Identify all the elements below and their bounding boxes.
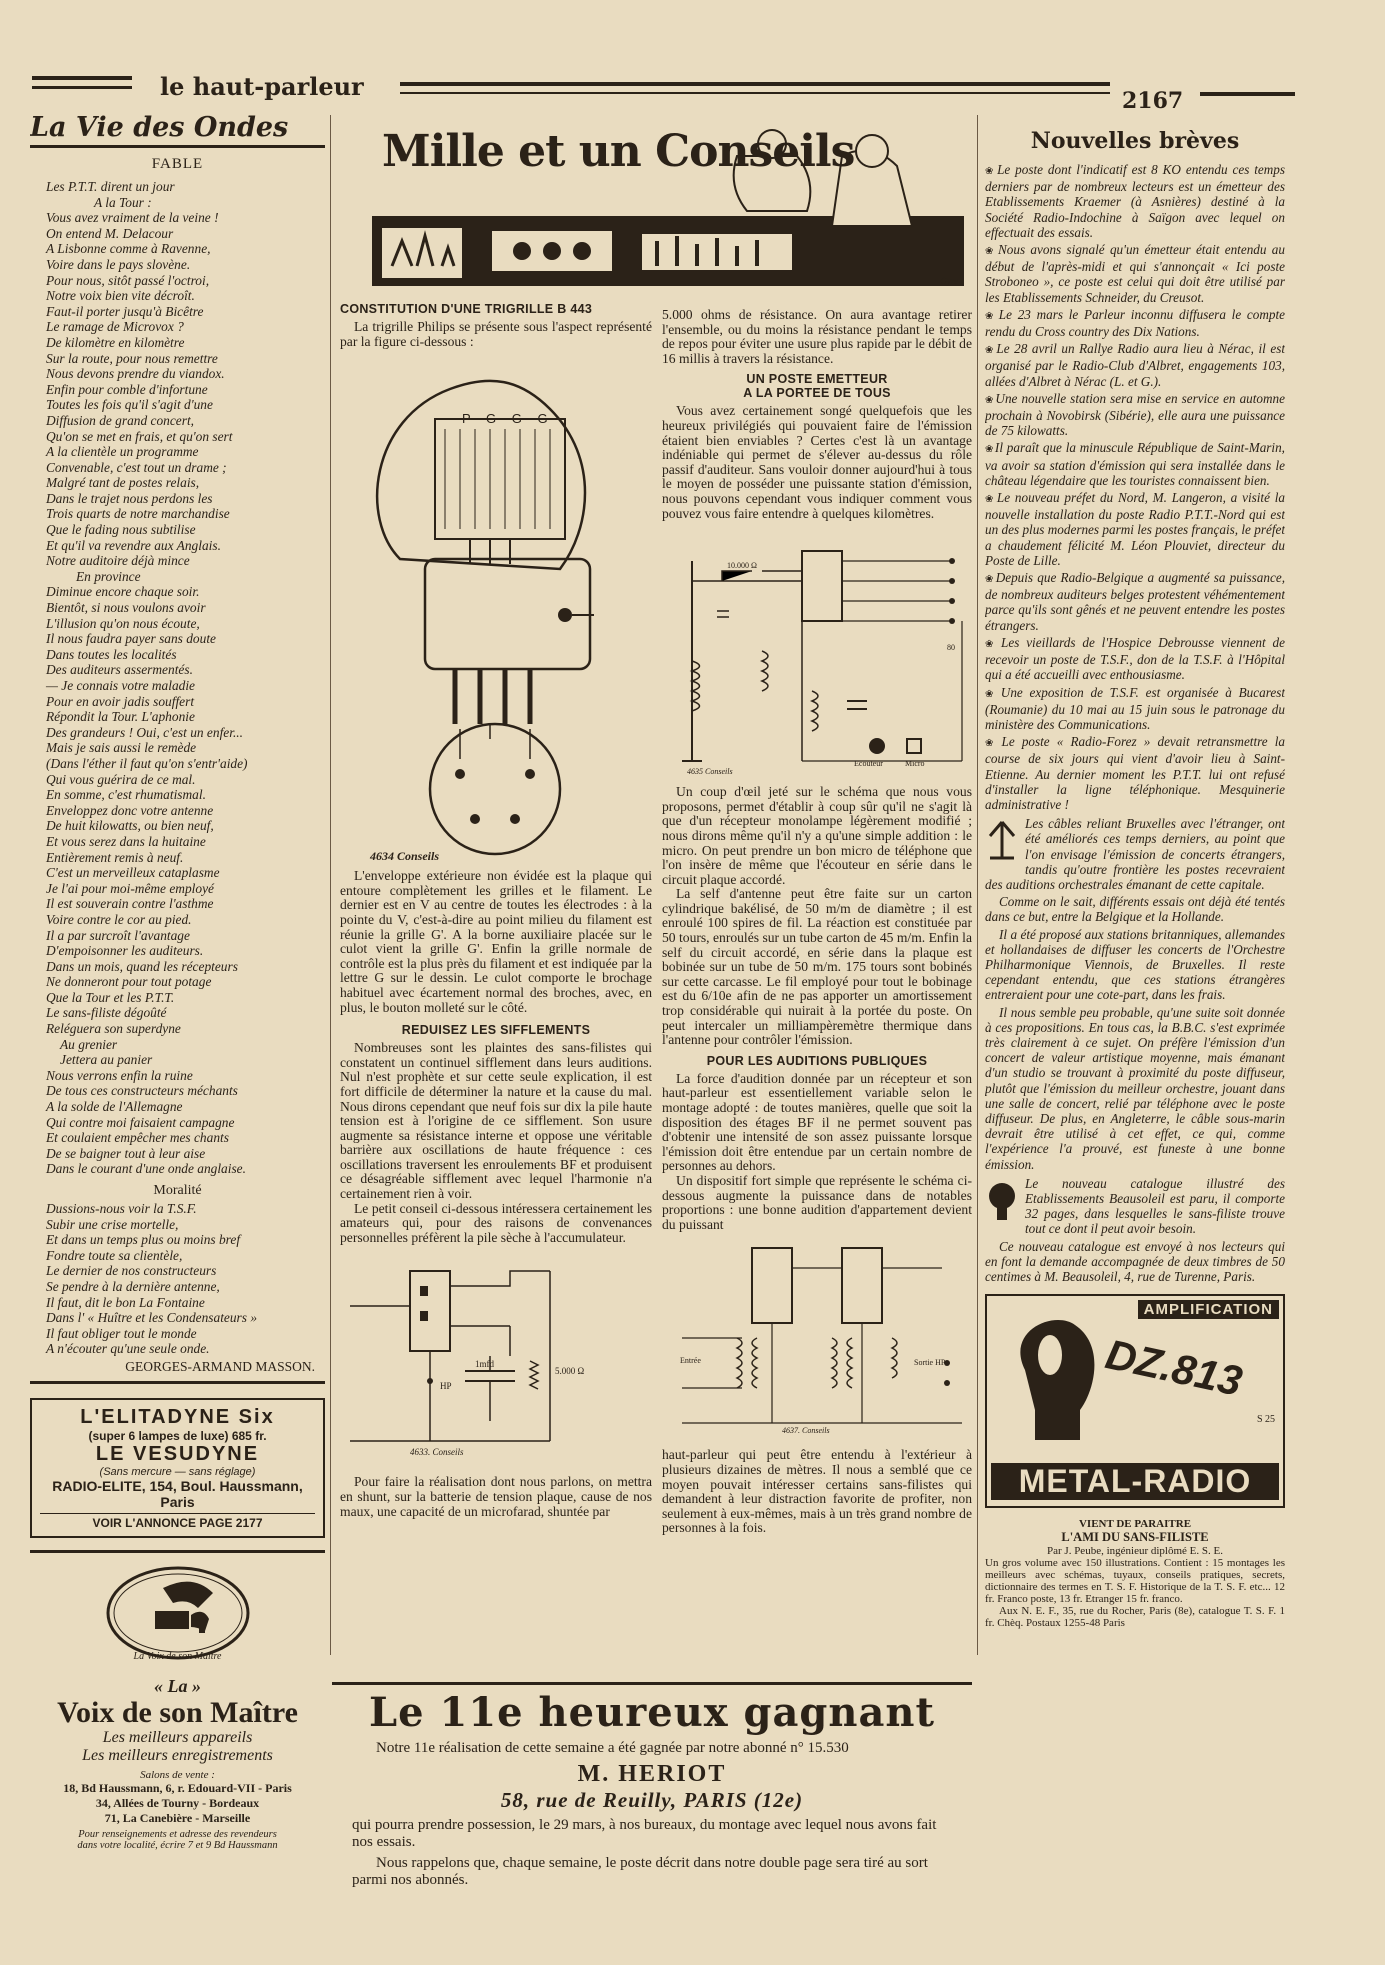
hp-text: haut-parleur qui peut être entendu à l'extérieur à plusieurs dizaines de mètres. Il nous a semblé que ce moyen pouvait intéresser certains sans-filistes qui demandent à leur distraction favorite de profiter, non seulement à eux-mêmes, mais à un très grand nombre de personnes à la fois. [662, 1447, 972, 1536]
poem-line: L'illusion qu'on nous écoute, [46, 615, 200, 631]
news-text: Nous avons signalé qu'un émetteur était entendu au début de l'après-midi et qui s'annonçait « Ici poste Stroboneo », ce poste est celui qui doit être utilisé par les Etablissements Schneider, du Creusot. [985, 242, 1285, 305]
winner-address: 58, rue de Reuilly, PARIS (12e) [500, 1788, 804, 1812]
header-rule-right [1200, 92, 1295, 96]
fig-label: 5.000 Ω [555, 1366, 585, 1377]
news-text: Il paraît que la minuscule République de Saint-Marin, va avoir sa station d'émission qui sera installée dans le château légendaire que les touristes connaissent bien. [985, 440, 1285, 488]
news-item [985, 162, 1285, 240]
poem-line: De kilomètre en kilomètre [46, 334, 185, 350]
bullet-icon: ❀ [985, 638, 1002, 650]
news-text: Une exposition de T.S.F. est organisée à Bucarest (Roumanie) du 10 mai au 15 juin sous le patronage du ministère des Communications. [985, 684, 1285, 732]
news-text: Il nous semble peu probable, qu'une suite soit donnée à ces propositions. En tous cas, la B.B.C. s'est exprimée très clairement à ce sujet. On préfère l'émission d'un concert de valeur artistique moyenne, mais émanant d'un studio se trouvant à proximité du poste diffuseur, plutôt que l'émission du meilleur orchestre, jouant dans une salle de concert, relié par téléphone avec le poste diffuseur. De plus, en Angleterre, le câble sous-marin devrait être utilisé à cet effet, ce qui, comme l'expérience l'a prouvé, est funeste à une bonne émission. [985, 1004, 1285, 1172]
poem-line: Toutes les fois qu'il s'agit d'une [46, 397, 213, 413]
bullet-icon: ❀ [985, 310, 999, 322]
note: Pour renseignements et adresse des revendeurs [78, 1828, 277, 1840]
news-item [985, 685, 1285, 733]
fig-label: 80 [947, 643, 955, 653]
news-text: Les câbles reliant Bruxelles avec l'étranger, ont été améliorés ces temps derniers, au point que l'on envisage l'émission de concerts étrangers, tandis qu'outre frontière les postes recevraient des auditions orchestrales émanant de cette capitale. [985, 816, 1285, 892]
poem-line: A la solde de l'Allemagne [46, 1099, 183, 1115]
battery-shunt-diagram [340, 1251, 652, 1461]
news-item [985, 307, 1285, 339]
news-title: Nouvelles brèves [1030, 128, 1240, 154]
bullet-icon: ❀ [985, 444, 995, 456]
emetteur-text: Vous avez certainement songé quelquefois que les heureux privilégiés qui pouvaient faire de l'émission étaient bien enviables ? Certes c'est là un avantage indéniable qui permet de s'élever au-dessus du rôle passif d'auditeur. Sans vouloir donner aujourd'hui à tous le moyen de posséder une puissante station d'émission, nous pouvons cependant vous indiquer comment vous pouvez vous faire entendre à quelques kilomètres. [662, 403, 972, 521]
fable-poem [30, 179, 325, 1177]
ad-line: (Sans mercure — sans réglage) [99, 1465, 256, 1478]
ad-top: AMPLIFICATION [1138, 1300, 1279, 1319]
book-description: Un gros volume avec 150 illustrations. Contient : 15 montages les meilleurs avec schémas, tuyaux, conseils pratiques, secrets, dictionnaire des termes en T. S. F. Historique de la T. S. F. etc... 12 fr. Franco poste, 13 fr. Etranger 15 fr. franco. [985, 1557, 1285, 1606]
poem-line: Le ramage de Microvox ? [46, 319, 184, 335]
emetteur-figure [662, 521, 972, 781]
antenna-icon [985, 818, 1019, 862]
trigrille-intro: La trigrille Philips se présente sous l'aspect représenté par la figure ci-dessous : [340, 319, 652, 349]
journal-name: le haut-parleur [160, 72, 364, 101]
conseils-column-2 [662, 308, 972, 1668]
poem-line: Des grandeurs ! Oui, c'est un enfer... [46, 724, 244, 740]
amplifier-diagram [662, 1238, 972, 1438]
moral-line: Il faut, dit le bon La Fontaine [46, 1294, 205, 1310]
salons-label: Salons de vente : [140, 1768, 215, 1781]
fig-label: Ecouteur [854, 759, 883, 769]
ad-line: LE VESUDYNE [95, 1442, 260, 1465]
news-text: Comme on le sait, différents essais ont déjà été tentés dans ce but, entre la Belgique et la Hollande. [985, 894, 1285, 925]
emetteur-title: UN POSTE EMETTEUR [746, 372, 888, 387]
poem-line: Trois quarts de notre marchandise [46, 506, 230, 522]
conseils-column-1 [340, 302, 652, 1662]
brand-quote: « La » [154, 1675, 201, 1696]
moral-line: Le dernier de nos constructeurs [46, 1263, 217, 1279]
poem-line: Mais je sais aussi le remède [46, 740, 197, 756]
sifflements-text2: Le petit conseil ci-dessous intéressera certainement les amateurs qui, pour des raisons de convenances personnelles préfèrent la pile sèche à l'accumulateur. [340, 1200, 652, 1245]
poem-line: De se baigner tout à leur aise [46, 1145, 206, 1161]
poem-line: Ne donneront pour tout potage [46, 974, 212, 990]
news-text: Ce nouveau catalogue est envoyé à nos lecteurs qui en font la demande accompagnée de deux timbres de 50 centimes à M. Beausoleil, 4, rue de Turenne, Paris. [985, 1238, 1285, 1285]
poem-line: Convenable, c'est tout un drame ; [46, 459, 227, 475]
auditions-title: POUR LES AUDITIONS PUBLIQUES [706, 1053, 928, 1068]
news-item [985, 734, 1285, 812]
ad-line: RADIO-ELITE, 154, Boul. Haussmann, Paris [52, 1477, 303, 1510]
divider [30, 1381, 325, 1384]
poem-line: Il est souverain contre l'asthme [46, 896, 214, 912]
right-column [985, 128, 1285, 1928]
poem-line: Le sans-filiste dégoûté [46, 1005, 167, 1021]
moral-line: Il faut obliger tout le monde [46, 1325, 197, 1341]
poem-line: De tous ces constructeurs méchants [46, 1083, 238, 1099]
tagline: Les meilleurs appareils [102, 1728, 253, 1746]
column-separator [977, 115, 978, 1655]
poem-line: Bientôt, si nous voulons avoir [46, 600, 206, 616]
book-address: Aux N. E. F., 35, rue du Rocher, Paris (8e), catalogue T. S. F. 1 fr. Chèq. Postaux 1255-48 Paris [985, 1605, 1285, 1630]
note: dans votre localité, écrire 7 et 9 Bd Haussmann [77, 1839, 278, 1851]
poem-line: Qu'on se met en frais, et qu'on sert [46, 428, 233, 444]
header-rule-left2 [32, 86, 132, 89]
poem-line: Et qu'il va revendre aux Anglais. [46, 537, 221, 553]
poem-line: A la Tour : [94, 194, 152, 210]
catalogue-block [985, 1176, 1285, 1284]
fig-label: Sortie HP [914, 1358, 946, 1368]
dispositif-text: Un dispositif fort simple que représente le schéma ci-dessous augmente la puissance dans de notables proportions : une bonne audition d'appartement devient du puissant [662, 1172, 972, 1232]
poem-line: Diffusion de grand concert, [46, 412, 195, 428]
poem-line: Nous verrons enfin la ruine [46, 1067, 193, 1083]
poem-line: Entièrement remis à neuf. [46, 849, 184, 865]
winner-box [332, 1682, 972, 1945]
address: 34, Allées de Tourny - Bordeaux [95, 1795, 260, 1810]
sifflements-text: Nombreuses sont les plaintes des sans-filistes qui constatent un continuel sifflement dans leurs auditions. Nul n'est prophète et sur cette seule explication, il est fort difficile de déterminer la nature et la cause du mal. Nous dirons cependant que neuf fois sur dix la pile haute tension est à l'origine de ce sifflement. Son usure augmente sa résistance interne et oppose une véritable barrière aux oscillations de haute fréquence : ces oscillations traversent les enroulements BF et produisent ce désagréable sifflement avec lequel l'harmonie n'a certainement rien à voir. [340, 1040, 652, 1202]
brussels-block [985, 816, 1285, 1172]
realisation-text: Pour faire la réalisation dont nous parlons, on mettra en shunt, sur la batterie de tension plaque, cause de nos maux, une capacité de un microfarad, shuntée par [340, 1474, 652, 1519]
logo-caption: La Voix de son Maître [133, 1650, 222, 1662]
fig-caption: 4637. Conseils [782, 1426, 830, 1436]
bullet-icon: ❀ [985, 574, 996, 586]
winner-line: qui pourra prendre possession, le 29 mars, à nos bureaux, du montage avec lequel nous avons fait nos essais. [352, 1817, 937, 1850]
poem-line: Notre voix bien vite décroît. [46, 288, 195, 304]
news-item [985, 635, 1285, 683]
address: 71, La Canebière - Marseille [104, 1810, 251, 1825]
poem-line: Qui vous guérira de ce mal. [46, 771, 196, 787]
ad-line: L'ELITADYNE Six [80, 1405, 275, 1428]
fig-label: 10.000 Ω [727, 561, 757, 571]
header-rule-left [32, 76, 132, 80]
poem-line: Vous avez vraiment de la veine ! [46, 210, 219, 226]
poem-line: Que le fading nous subtilise [46, 522, 196, 538]
poem-line: Faut-il porter jusqu'à Bicêtre [46, 303, 204, 319]
winner-line: Nous rappelons que, chaque semaine, le poste décrit dans notre double page sera tiré au sort parmi nos abonnés. [352, 1855, 928, 1888]
trigrille-title: CONSTITUTION D'UNE TRIGRILLE B 443 [340, 302, 593, 316]
poem-line: En province [76, 568, 141, 584]
poem-line: Enfin pour comble d'infortune [46, 381, 208, 397]
elitadyne-ad [30, 1398, 325, 1538]
author: GEORGES-ARMAND MASSON. [125, 1358, 315, 1374]
poem-line: D'empoisonner les auditeurs. [46, 943, 204, 959]
emetteur-title-2: A LA PORTEE DE TOUS [743, 386, 891, 401]
news-item [985, 570, 1285, 633]
moral-line: A n'écouter qu'une seule onde. [46, 1341, 210, 1357]
news-item [985, 440, 1285, 488]
poem-line: Dans un mois, quand les récepteurs [46, 958, 238, 974]
fable-label: FABLE [151, 156, 204, 172]
moral-line: Dussions-nous voir la T.S.F. [46, 1201, 197, 1216]
poem-line: Dans le trajet nous perdons les [46, 490, 213, 506]
tagline: Les meilleurs enregistrements [82, 1746, 273, 1764]
emetteur-circuit-diagram [662, 521, 972, 781]
pin-labels: P G G G [462, 411, 554, 427]
poem-line: (Dans l'éther il faut qu'on s'entr'aide) [46, 755, 248, 771]
poem-line: Et coulaient empêcher mes chants [46, 1130, 229, 1146]
fig-caption: 4634 Conseils [370, 849, 440, 864]
moral-line: Se pendre à la dernière antenne, [46, 1278, 220, 1294]
bullet-icon: ❀ [985, 394, 996, 406]
ad-line: VOIR L'ANNONCE PAGE 2177 [40, 1513, 315, 1530]
poem-line: Voire contre le cor au pied. [46, 911, 192, 927]
poem-line: Répondit la Tour. L'aphonie [46, 709, 195, 725]
poem-line: Enveloppez donc votre antenne [46, 802, 214, 818]
poem-line: A Lisbonne comme à Ravenne, [46, 241, 211, 257]
fig-caption: 4633. Conseils [410, 1447, 464, 1458]
winner-name: M. HERIOT [577, 1761, 727, 1787]
bullet-icon: ❀ [985, 688, 1001, 700]
battery-figure [340, 1251, 652, 1461]
banner-title: Mille et un Conseils [382, 126, 855, 177]
auditions-text: La force d'audition donnée par un récepteur et son haut-parleur est essentiellement variable selon le montage adopté : de toutes manières, quelle que soit la disposition des étages BF il ne permet souvent pas d'obtenir une intensité de son assez puissante lorsque l'émission doit être entendue par un certain nombre de personnes au dehors. [662, 1070, 972, 1174]
poem-line: Dans toutes les localités [46, 646, 177, 662]
moral-line: Subir une crise mortelle, [46, 1216, 179, 1232]
poem-line: — Je connais votre maladie [46, 678, 195, 693]
news-text: Une nouvelle station sera mise en service en automne prochain à Novobirsk (Sibérie), elle aura une puissance de 75 kilowatts. [985, 390, 1285, 439]
poem-line: Et vous serez dans la huitaine [46, 833, 206, 849]
amplifier-figure [662, 1238, 972, 1438]
metal-radio-ad [985, 1294, 1285, 1508]
fig-label: Entrée [680, 1356, 701, 1366]
column-separator [330, 115, 331, 1655]
book-ad [985, 1518, 1285, 1629]
moral-line: Dans l' « Huître et les Condensateurs » [46, 1310, 258, 1326]
poem-line: En somme, c'est rhumatismal. [46, 787, 206, 803]
poem-line: Diminue encore chaque soir. [46, 584, 200, 600]
moral-poem [30, 1201, 325, 1357]
news-item [985, 341, 1285, 389]
poem-line: Au grenier [60, 1036, 118, 1052]
poem-line: Pour en avoir jadis souffert [46, 693, 195, 709]
poem-line: Il nous faudra payer sans doute [46, 631, 216, 647]
bullet-icon: ❀ [985, 345, 997, 357]
poem-line: Notre auditoire déjà mince [46, 553, 190, 569]
poem-line: Que la Tour et les P.T.T. [46, 989, 175, 1005]
poem-line: Il a par surcroît l'avantage [46, 927, 190, 943]
resistance-text: 5.000 ohms de résistance. On aura avantage retirer l'ensemble, ou du moins la résistance pendant le temps de repos pour éviter une usure plus rapide par le débit de 16 millis à travers la résistance. [662, 308, 972, 366]
poem-line: Jettera au panier [60, 1052, 153, 1068]
poem-line: Nous devons prendre du viandox. [46, 366, 225, 382]
news-item [985, 242, 1285, 305]
poem-line: Reléguera son superdyne [46, 1021, 181, 1037]
mille-conseils-banner [372, 116, 964, 292]
poem-line: Malgré tant de postes relais, [46, 475, 200, 491]
trigrille-tube-diagram [340, 349, 652, 869]
poem-line: Sur la route, pour nous remettre [46, 350, 218, 366]
fig-caption: 4635 Conseils [687, 767, 733, 777]
news-text: Il a été proposé aux stations britanniques, allemandes et hollandaises de diffuser les concerts de l'Orchestre Philharmonique Viennois, de Bruxelles. Il reste cependant entendu, que ces stations étrangères entreraient pour une cote-part, dans les frais. [985, 926, 1285, 1003]
self-text: La self d'antenne peut être faite sur un carton cylindrique bakélisé, de 50 m/m de diamètre ; il est enroulé 100 spires de fil. La réaction est constituée par 50 tours, enroulés sur un tube carton de 45 m/m. Enfin la self du circuit accordé, en série dans la plaque est bobinée sur un tube de 50 m/m. 175 tours sont bobinés sur cette carcasse. Le fil employé pour tout le bobinage est du 6/10e afin de ne pas apporter un amortissement trop considérable qui nuirait à la portée du poste. On peut intercaler un milliampèremètre thermique dans l'antenne pour contrôler l'émission. [662, 886, 972, 1048]
moral-line: Fondre toute sa clientèle, [46, 1247, 183, 1263]
book-title: L'AMI DU SANS-FILISTE [1061, 1530, 1209, 1545]
news-text: Le poste dont l'indicatif est 8 KO entendu ces temps derniers par de nombreux lecteurs est un émetteur des Etablissements Kraemer (à Asnières) destiné à la Société Radio-Indochine à Saïgon avec lequel on effectuait des essais. [985, 162, 1285, 240]
winner-line: Notre 11e réalisation de cette semaine a été gagnée par notre abonné n° 15.530 [376, 1740, 849, 1756]
news-text: Le 28 avril un Rallye Radio aura lieu à Nérac, il est organisé par le Radio-Club d'Albret, engagements 103, allées d'Albret à Nérac (L. et G.). [985, 341, 1285, 389]
news-text: Le poste « Radio-Forez » devait retransmettre la course de six jours qui vient d'avoir lieu à Saint-Etienne. Au dernier moment les P.T.T. lui ont refusé d'installer la ligne téléphonique. Mesquinerie administrative ! [985, 734, 1285, 812]
ad-model: DZ.813 [1101, 1330, 1247, 1406]
news-text: Depuis que Radio-Belgique a augmenté sa puissance, de nombreux auditeurs belges protestent véhémentement parce qu'ils sont gênés et ne peuvent entendre les postes étrangers. [985, 570, 1285, 633]
news-text: Les vieillards de l'Hospice Debrousse viennent de recevoir un poste de T.S.F., don de la T.S.F. à l'Hôpital qui a été accueilli avec enthousiasme. [985, 634, 1285, 683]
poem-line: Des auditeurs assermentés. [46, 662, 193, 678]
poem-line: Je l'ai pour moi-même employé [46, 880, 214, 896]
winner-title: Le 11e heureux gagnant [369, 1689, 935, 1736]
news-text: Le nouveau catalogue illustré des Etablissements Beausoleil est paru, il comporte 32 pages, dans lesquelles le sans-filiste trouve tout ce dont il peut avoir besoin. [1025, 1175, 1285, 1237]
book-label: VIENT DE PARAITRE [1078, 1518, 1192, 1531]
moral-label: Moralité [153, 1183, 202, 1198]
bullet-icon: ❀ [985, 494, 997, 506]
news-item [985, 490, 1285, 568]
coup-text: Un coup d'œil jeté sur le schéma que nous vous proposons, permet d'établir à coup sûr qu'il ne s'agit là que d'un récepteur monolampe légèrement modifié ; nous dirons même qu'il n'y a qu'une simple addition : le micro. On peut prendre un bon micro de téléphone que l'on insère de même que l'écouteur en série dans le circuit plaque accordé. [662, 784, 972, 887]
bullet-icon: ❀ [985, 738, 1002, 750]
sifflements-title: REDUISEZ LES SIFFLEMENTS [401, 1023, 591, 1038]
header-rule-mid [400, 82, 1110, 86]
ad-line: (super 6 lampes de luxe) 685 fr. [88, 1428, 267, 1443]
fig-label: HP [440, 1381, 452, 1392]
poem-line: On entend M. Delacour [46, 225, 174, 241]
banner-signature: Gyre [940, 276, 958, 286]
poem-line: De huit kilowatts, ou bien neuf, [46, 818, 214, 834]
trigrille-description: L'enveloppe extérieure non évidée est la plaque qui entoure complètement les grilles et le filament. Le dernier est en V au centre de toutes les électrodes : à la pointe du V, c'est-à-dire au point milieu du filament est réunie la grille G'. A la borne auxiliaire placée sur le culot vient la grille G'. Enfin la grille normale de contrôle est la plus près du filament et est indiquée par la lettre G sur le dessin. Le culot comporte le brochage habituel avec écartement normal des broches, avec, en plus, le bouton molleté sur le côté. [340, 868, 652, 1015]
left-column [30, 112, 325, 1912]
bullet-icon: ❀ [985, 166, 998, 177]
poem-line: Voire dans le pays slovène. [46, 256, 191, 272]
poem-line: Pour nous, sitôt passé l'octroi, [46, 272, 210, 288]
fig-label: 1mfd [475, 1359, 494, 1370]
address: 18, Bd Haussmann, 6, r. Edouard-VII - Paris [63, 1780, 292, 1795]
news-text: Le 23 mars le Parleur inconnu diffusera le compte rendu du Cross country des Dix Nations. [985, 306, 1285, 340]
poem-line: Qui contre moi faisaient campagne [46, 1114, 235, 1130]
ad-code: S 25 [1256, 1414, 1275, 1426]
divider [30, 1550, 325, 1553]
poem-line: Les P.T.T. dirent un jour [46, 179, 175, 194]
book-author: Par J. Peube, ingénieur diplômé E. S. E. [1047, 1545, 1223, 1558]
bullet-icon: ❀ [985, 246, 998, 258]
voix-ad [30, 1563, 325, 1851]
news-item [985, 391, 1285, 439]
poem-line: C'est un merveilleux cataplasme [46, 865, 220, 881]
poem-line: Dans le courant d'une onde anglaise. [46, 1161, 246, 1177]
tube-figure [340, 349, 652, 869]
section-title: La Vie des Ondes [30, 112, 325, 148]
news-text: Le nouveau préfet du Nord, M. Langeron, a visité la nouvelle installation du poste Radio P.T.T.-Nord qui est un des plus modernes parmi les postes français, le préfet a chaudement félicité M. Léon Plouviet, directeur du Poste de Lille. [985, 490, 1285, 568]
page-number: 2167 [1122, 88, 1184, 114]
poem-line: A la clientèle un programme [46, 444, 199, 460]
tube-icon [995, 1310, 1115, 1460]
header-rule-mid2 [400, 92, 1110, 94]
moral-line: Et dans un temps plus ou moins bref [46, 1232, 241, 1248]
speaker-icon [985, 1178, 1019, 1222]
news-list [985, 162, 1285, 812]
brand-name: Voix de son Maître [57, 1695, 298, 1729]
fig-label: Micro [905, 759, 925, 769]
ad-brand: METAL-RADIO [991, 1463, 1279, 1500]
